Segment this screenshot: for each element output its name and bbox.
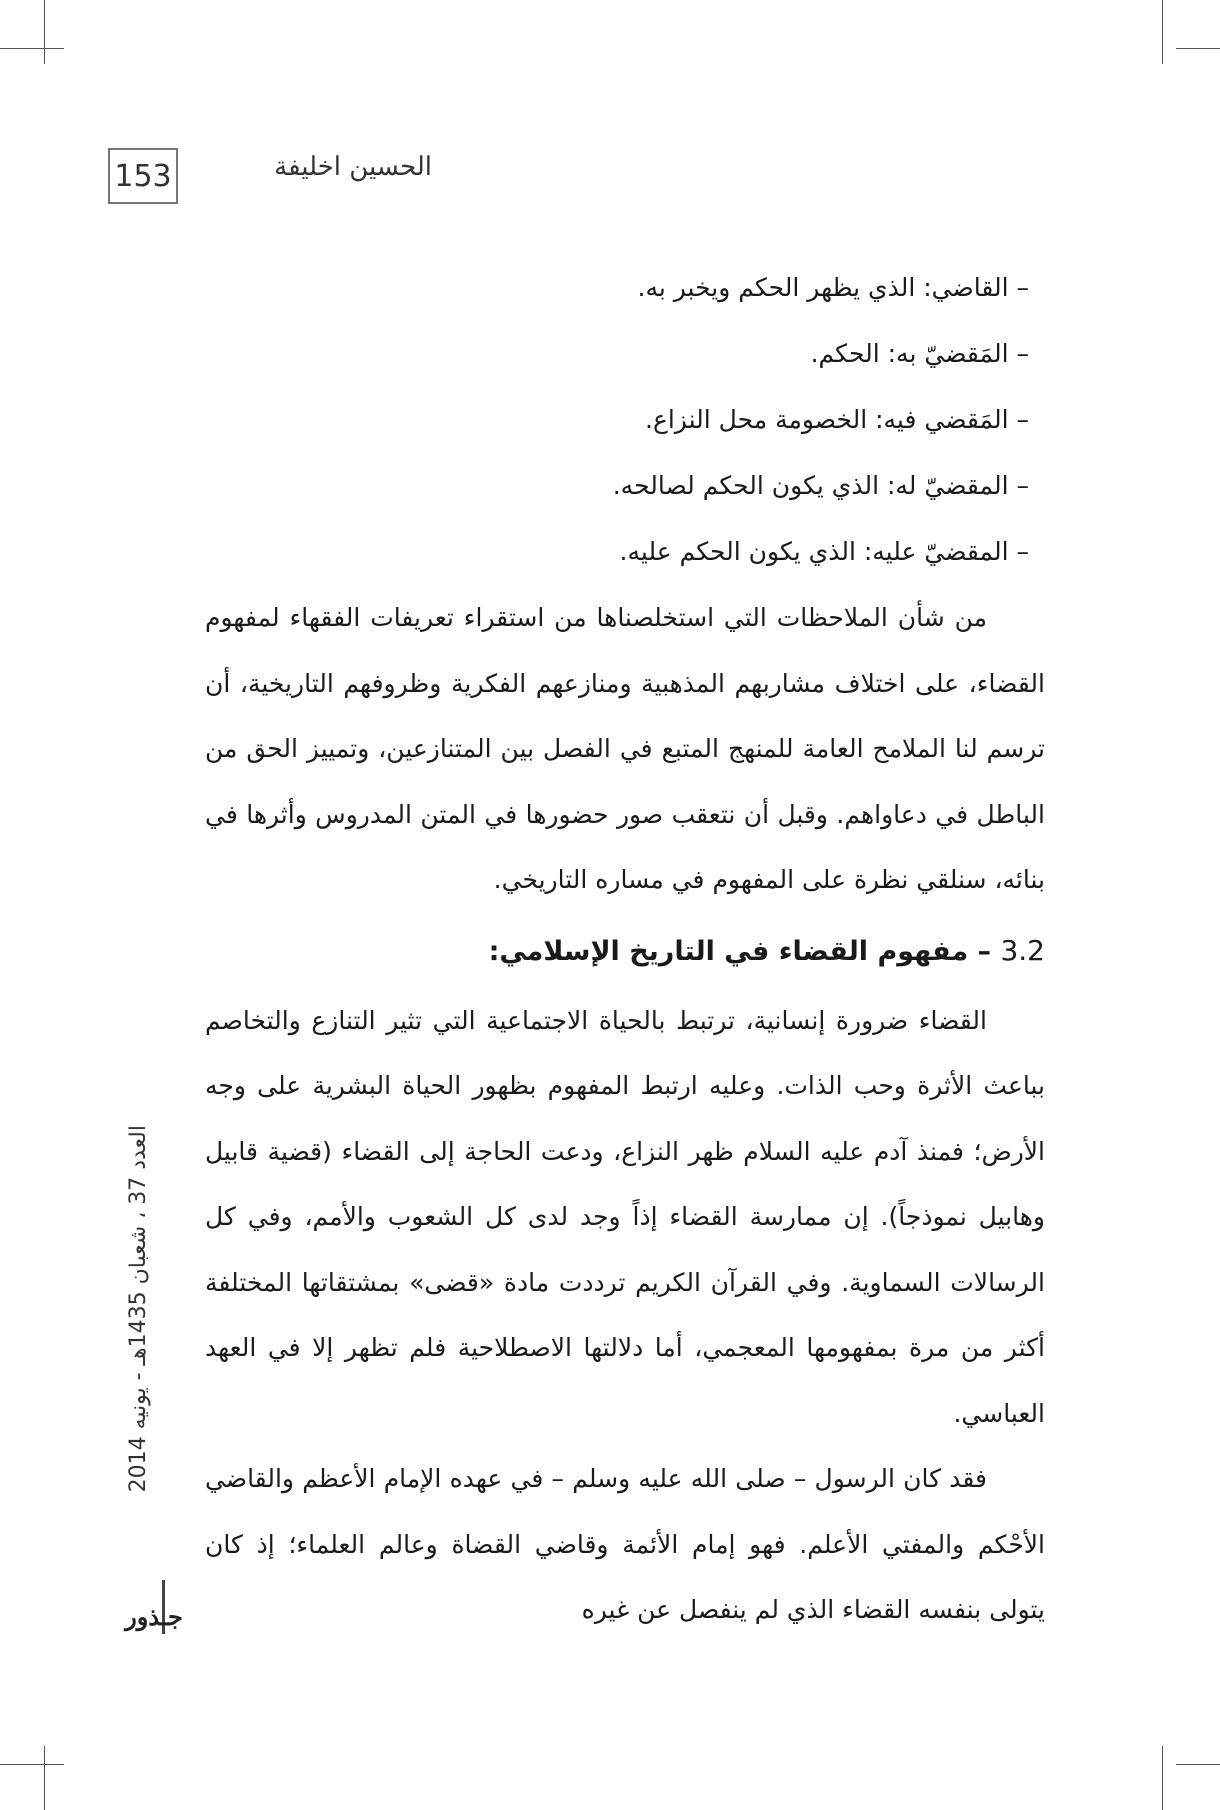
section-number: 3.2 [1000,933,1045,967]
crop-mark-bottom-left [0,1764,64,1765]
section-heading [205,921,1045,982]
crop-mark-top-left [0,48,64,49]
page-number: 153 [108,148,178,204]
section-title: – مفهوم القضاء في التاريخ الإسلامي: [488,935,992,967]
paragraph: من شأن الملاحظات التي استخلصناها من استقراء تعريفات الفقهاء لمفهوم القضاء، على اختلاف مشاربهم المذهبية ومنازعهم الفكرية وظروفهم التاريخية، أن ترسم لنا الملامح العامة للمنهج المتبع في الفصل بين المتنازعين، وتمييز الحق من الباطل في دعاواهم. وقبل أن نتعقب صور حضورها في المتن المدروس وأثرها في بنائه، سنلقي نظرة على المفهوم في مساره التاريخي. [205,603,1045,894]
journal-logo: جـذور [125,1602,183,1631]
paragraph: القضاء ضرورة إنسانية، ترتبط بالحياة الاجتماعية التي تثير التنازع والتخاصم بباعث الأثرة وحب الذات. وعليه ارتبط المفهوم بظهور الحياة البشرية على وجه الأرض؛ فمنذ آدم عليه السلام ظهر النزاع، ودعت الحاجة إلى القضاء (قضية قابيل وهابيل نموذجاً). إن ممارسة القضاء إذاً وجد لدى كل الشعوب والأمم، وفي كل الرسالات السماوية. وفي القرآن الكريم ترددت مادة «قضى» بمشتقاتها المختلفة أكثر من مرة بمفهومها المعجمي، أما دلالتها الاصطلاحية فلم تظهر إلا في العهد العباسي. [205,1005,1045,1428]
crop-mark-top-right-v [1162,0,1163,64]
main-text [205,255,1045,1643]
list-item: – المَقضيّ به: الحكم. [810,339,1029,368]
running-header-author: الحسين اخليفة [274,152,432,182]
paragraph: فقد كان الرسول – صلى الله عليه وسلم – في عهده الإمام الأعظم والقاضي الأحْكم والمفتي الأعلم. فهو إمام الأئمة وقاضي القضاة وعالم العلماء؛ إذ كان يتولى بنفسه القضاء الذي لم ينفصل عن غيره [205,1464,1045,1624]
issue-info: العدد 37 ، شعبان 1435هـ - يونيه 2014 [126,1125,151,1493]
crop-mark-bottom-right-v [1162,1746,1163,1810]
crop-mark-top-right [1176,48,1220,49]
list-item: – القاضي: الذي يظهر الحكم ويخبر به. [637,273,1029,302]
crop-mark-bottom-left-v [44,1746,45,1810]
list-item: – المقضيّ له: الذي يكون الحكم لصالحه. [612,471,1029,500]
crop-mark-bottom-right [1176,1764,1220,1765]
crop-mark-top-left-v [44,0,45,64]
list-item: – المَقضي فيه: الخصومة محل النزاع. [645,405,1029,434]
definitions-list [205,255,1045,585]
list-item: – المقضيّ عليه: الذي يكون الحكم عليه. [619,537,1029,566]
